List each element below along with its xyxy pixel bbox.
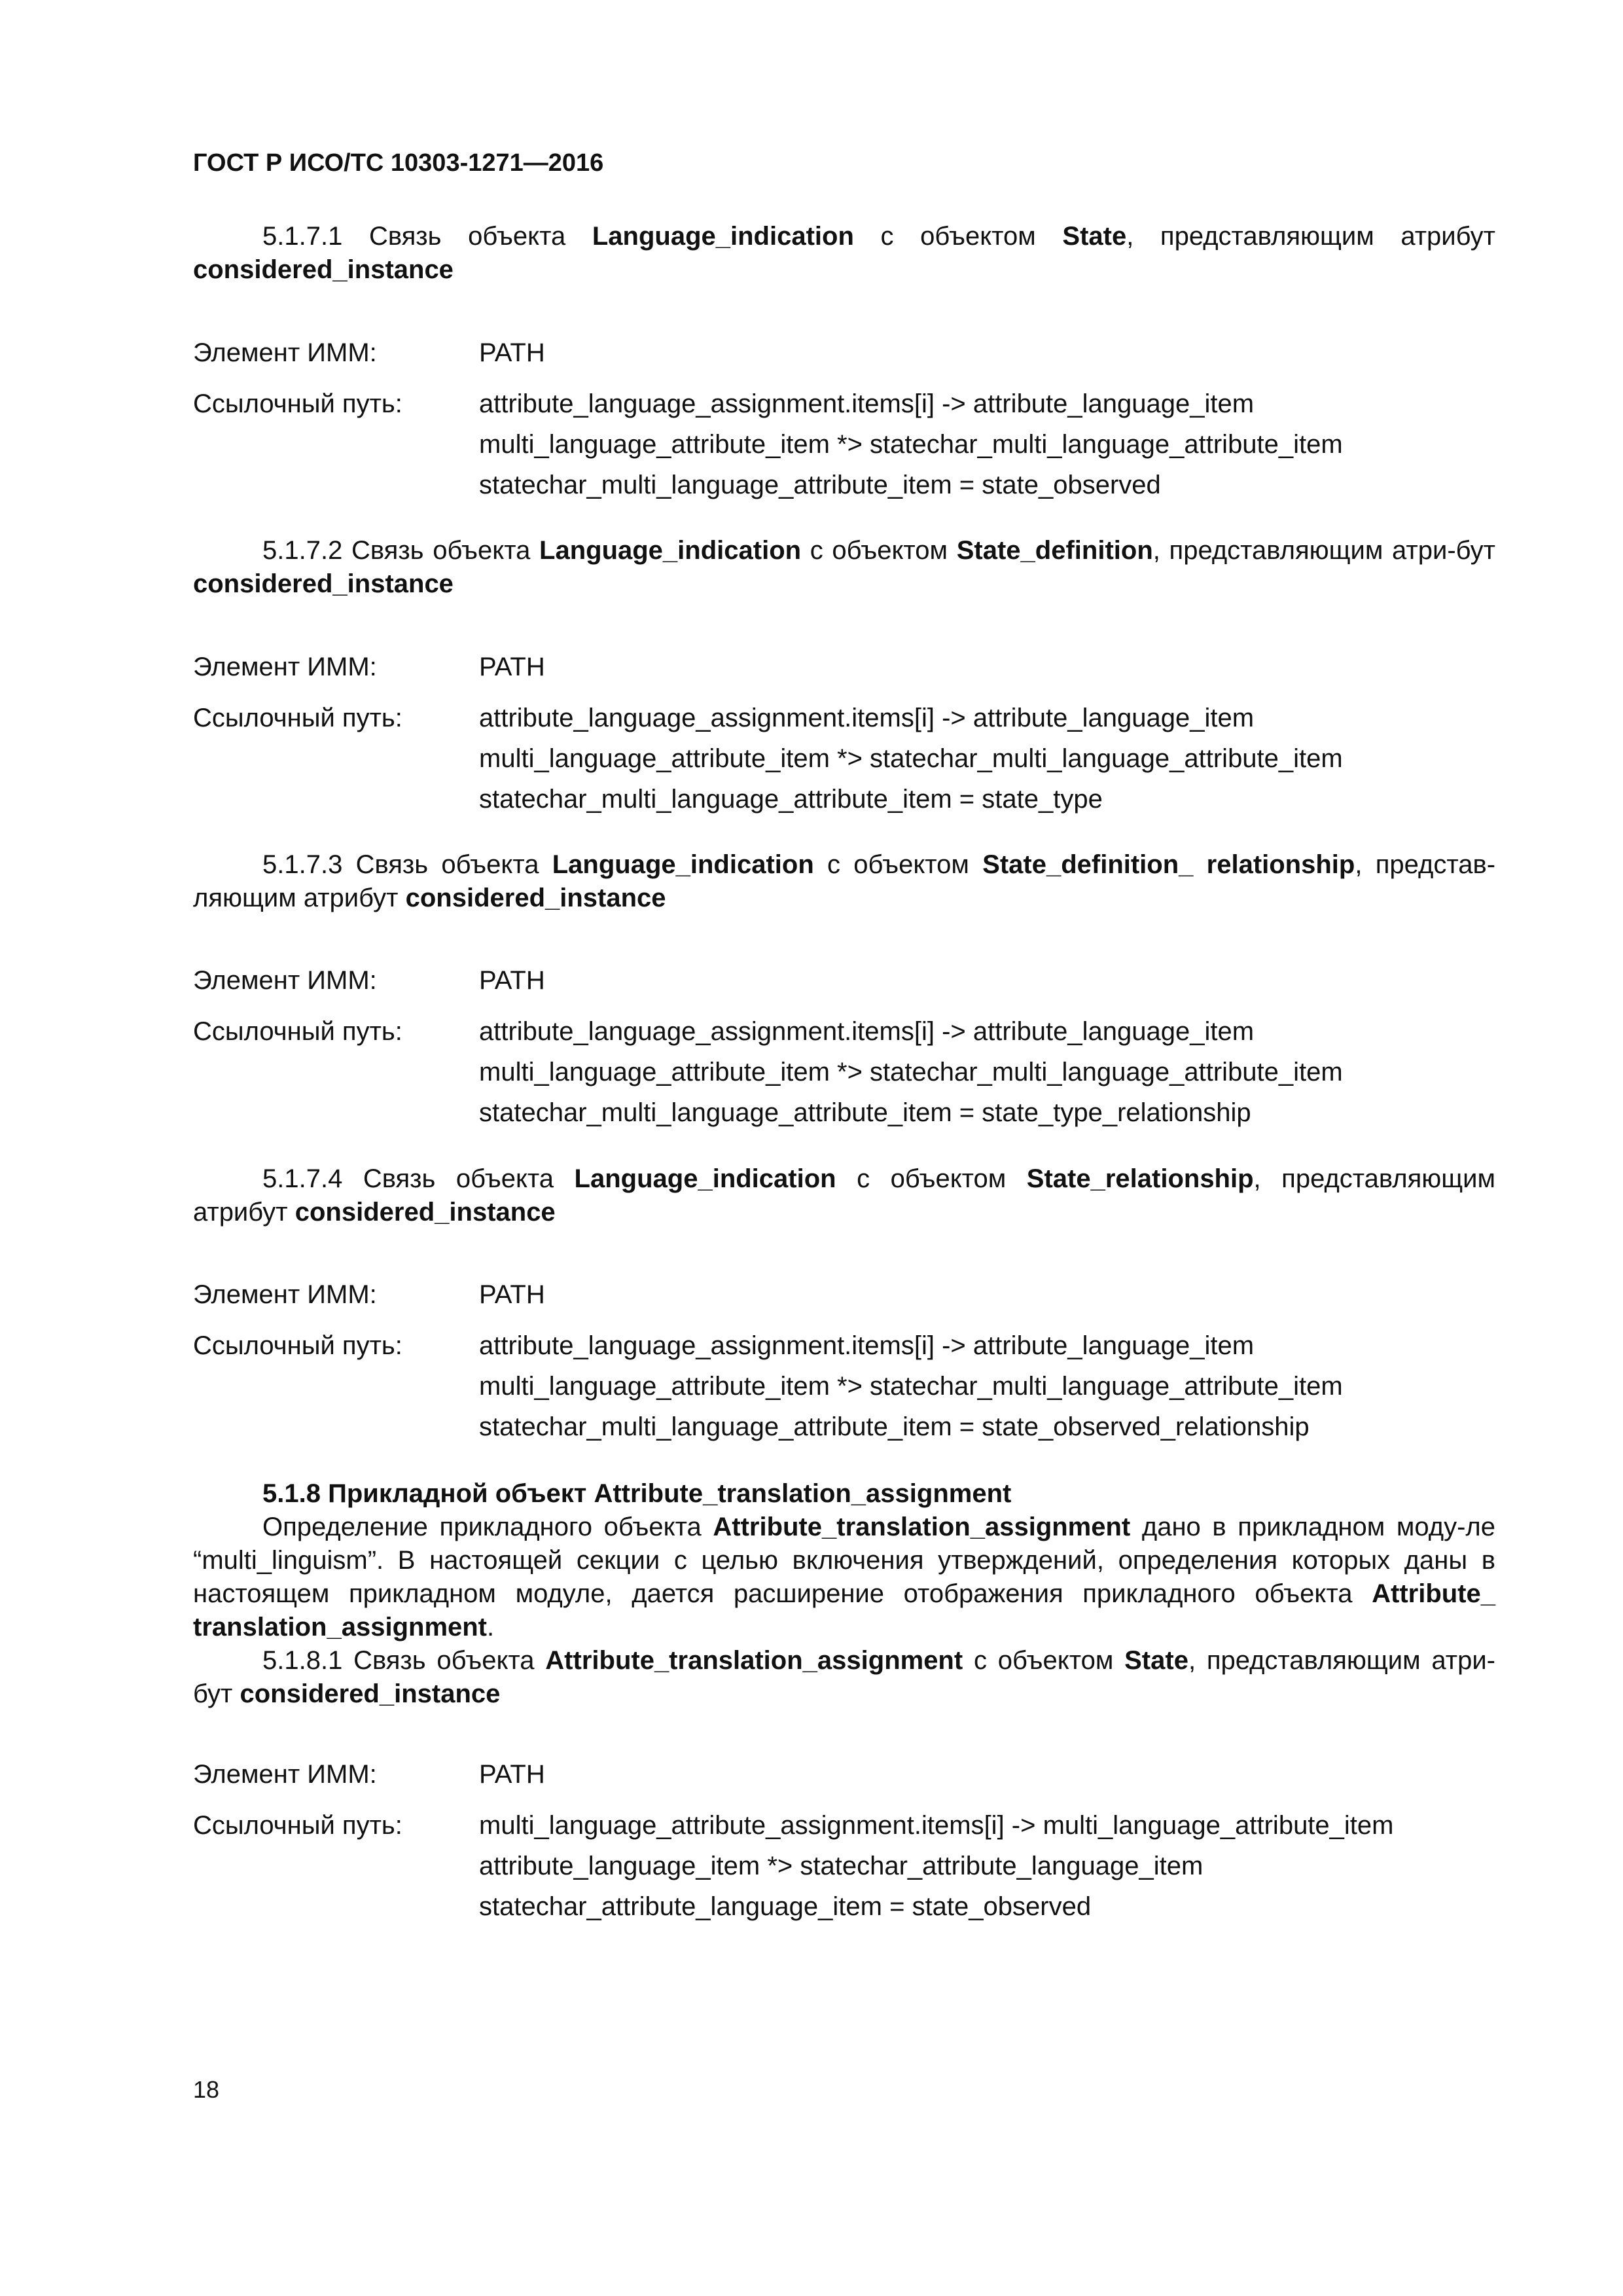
heading-attribute: considered_instance [240,1679,501,1708]
section-5-1-7-3 [193,848,1495,915]
heading-middle: с объектом [963,1646,1125,1675]
para-object-repeat: Attribute_ translation_assignment [193,1579,1495,1641]
ref-path-value [479,698,1495,819]
path-line: statechar_attribute_language_item = state_observed [479,1892,1092,1921]
path-line: multi_language_attribute_item *> statechar_multi_language_attribute_item [479,1372,1343,1401]
imm-element-value: PATH [479,1760,545,1789]
ref-path-value [479,1011,1495,1133]
heading-suffix: , представляющим атрибут [1126,222,1495,251]
section-paragraph [193,1511,1495,1644]
para-body: дано в прикладном моду-ле “multi_linguism”. В настоящей секции с целью включения утверждений, определения которых даны в настоящем прикладном модуле, дается расширение отображения прикладного объекта [193,1513,1496,1608]
imm-element-value: PATH [479,338,545,367]
heading-object: Language_indication [574,1164,836,1193]
path-line: multi_language_attribute_item *> statechar_multi_language_attribute_item [479,430,1343,459]
section-heading [193,534,1495,601]
ref-path-value [479,1805,1495,1927]
mapping-5-1-8-1 [193,1754,1495,1927]
para-suffix: . [487,1613,495,1641]
path-line: statechar_multi_language_attribute_item = state_observed [479,471,1161,499]
ref-path-row [193,1011,1495,1133]
heading-object: Attribute_translation_assignment [545,1646,963,1675]
section-heading [193,220,1495,287]
section-5-1-8 [193,1477,1495,1711]
heading-target-object: State_relationship [1026,1164,1254,1193]
ref-path-row [193,1325,1495,1447]
heading-middle: с объектом [801,536,957,565]
heading-attribute: considered_instance [193,255,454,284]
path-line: attribute_language_item *> statechar_attribute_language_item [479,1852,1204,1880]
para-object: Attribute_translation_assignment [713,1513,1131,1541]
path-line: statechar_multi_language_attribute_item = state_type_relationship [479,1098,1251,1127]
ref-path-row [193,698,1495,819]
ref-path-row [193,384,1495,505]
heading-target-object: State [1062,222,1127,251]
heading-middle: с объектом [813,850,983,879]
heading-attribute: considered_instance [193,569,454,598]
heading-target-object: State_definition [956,536,1153,565]
path-line: statechar_multi_language_attribute_item = state_observed_relationship [479,1412,1310,1441]
path-line: multi_language_attribute_item *> statechar_multi_language_attribute_item [479,744,1343,773]
heading-suffix: , представляющим атри-бут [193,1646,1495,1708]
mapping-5-1-7-2 [193,647,1495,819]
imm-element-label: Элемент ИММ: [193,966,377,995]
section-5-1-7-4 [193,1162,1495,1229]
ref-path-row [193,1805,1495,1927]
section-5-1-7-2 [193,534,1495,601]
heading-attribute: considered_instance [294,1198,556,1227]
heading-prefix: 5.1.7.4 Связь объекта [262,1164,575,1193]
path-line: attribute_language_assignment.items[i] -> attribute_language_item [479,704,1255,732]
imm-element-label: Элемент ИММ: [193,338,377,367]
mapping-5-1-7-1 [193,332,1495,505]
ref-path-label: Ссылочный путь: [193,1811,402,1840]
ref-path-label: Ссылочный путь: [193,1017,402,1046]
heading-object: Language_indication [539,536,802,565]
imm-element-row [193,1274,1495,1315]
path-line: attribute_language_assignment.items[i] -> attribute_language_item [479,1017,1255,1046]
heading-prefix: 5.1.8.1 Связь объекта [262,1646,546,1675]
mapping-5-1-7-4 [193,1274,1495,1447]
section-5-1-7-1 [193,220,1495,287]
ref-path-label: Ссылочный путь: [193,704,402,732]
heading-attribute: considered_instance [405,884,666,912]
imm-element-label: Элемент ИММ: [193,653,377,681]
heading-target-object: State [1124,1646,1188,1675]
heading-prefix: 5.1.7.3 Связь объекта [262,850,552,879]
heading-object: Language_indication [592,222,854,251]
path-line: multi_language_attribute_item *> statechar_multi_language_attribute_item [479,1058,1343,1086]
ref-path-label: Ссылочный путь: [193,389,402,418]
imm-element-value: PATH [479,1280,545,1309]
imm-element-row [193,332,1495,373]
heading-middle: с объектом [836,1164,1027,1193]
imm-element-row [193,647,1495,687]
standard-header: ГОСТ Р ИСО/ТС 10303-1271—2016 [193,149,604,177]
imm-element-label: Элемент ИММ: [193,1280,377,1309]
imm-element-value: PATH [479,653,545,681]
imm-element-row [193,960,1495,1001]
path-line: multi_language_attribute_assignment.items[i] -> multi_language_attribute_item [479,1811,1394,1840]
ref-path-value [479,1325,1495,1447]
section-title: 5.1.8 Прикладной объект Attribute_translation_assignment [262,1479,1012,1508]
heading-prefix: 5.1.7.1 Связь объекта [262,222,592,251]
para-prefix: Определение прикладного объекта [262,1513,713,1541]
imm-element-label: Элемент ИММ: [193,1760,377,1789]
mapping-5-1-7-3 [193,960,1495,1133]
path-line: attribute_language_assignment.items[i] -> attribute_language_item [479,389,1255,418]
heading-suffix: , представляющим атрибут [193,1164,1495,1227]
heading-object: Language_indication [552,850,814,879]
imm-element-row [193,1754,1495,1795]
imm-element-value: PATH [479,966,545,995]
heading-suffix: , представ-ляющим атрибут [193,850,1496,912]
path-line: statechar_multi_language_attribute_item = state_type [479,785,1103,814]
section-heading [193,1162,1495,1229]
heading-target-object: State_definition_ relationship [982,850,1355,879]
ref-path-value [479,384,1495,505]
section-heading-5-1-8-1 [193,1644,1495,1711]
section-heading [193,848,1495,915]
page-number: 18 [193,2076,220,2103]
heading-prefix: 5.1.7.2 Связь объекта [262,536,540,565]
path-line: attribute_language_assignment.items[i] -> attribute_language_item [479,1331,1255,1360]
ref-path-label: Ссылочный путь: [193,1331,402,1360]
heading-suffix: , представляющим атри-бут [1152,536,1495,565]
heading-middle: с объектом [853,222,1063,251]
